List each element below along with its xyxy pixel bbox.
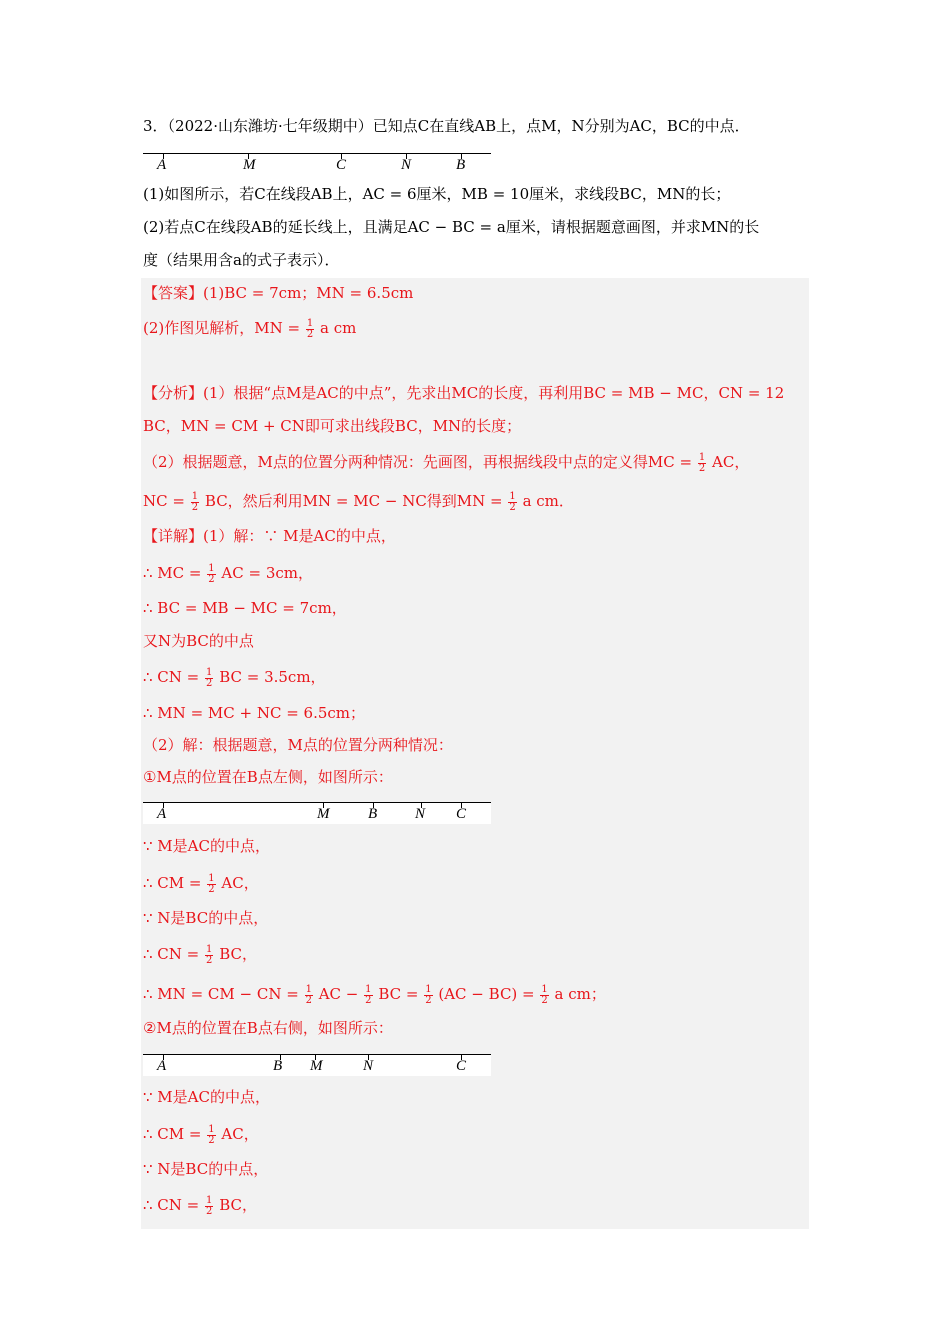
case1-line5-e: a cm；	[554, 985, 606, 1003]
fig3-label-n: N	[363, 1058, 374, 1074]
case1-line5-b: AC −	[318, 985, 359, 1003]
detail-line2-a: ∴ MC =	[143, 564, 202, 582]
analysis-line3-b: AC，	[712, 453, 750, 471]
case2-line4-a: ∴ CN =	[143, 1196, 200, 1214]
fraction: $\frac{1}{2}$	[509, 490, 516, 513]
fig2-label-n: N	[415, 806, 426, 822]
figure-2	[143, 802, 491, 824]
fig1-label-a: A	[157, 157, 167, 173]
case2-heading: ②M点的位置在B点右侧，如图所示：	[143, 1019, 393, 1037]
fraction: $\frac{1}{2}$	[208, 872, 215, 895]
fig1-label-c: C	[336, 157, 347, 173]
case1-line1: ∵ M是AC的中点，	[143, 837, 270, 855]
detail-line3: ∴ BC = MB − MC = 7cm，	[143, 599, 347, 617]
fig1-label-m: M	[243, 157, 256, 173]
detail-line6: ∴ MN = MC + NC = 6.5cm；	[143, 704, 366, 722]
fraction: $\frac{1}{2}$	[206, 666, 213, 689]
case1-line5	[143, 984, 606, 1006]
fig1-label-n: N	[401, 157, 412, 173]
fig1-label-b: B	[456, 157, 466, 173]
question-part2-line2: 度（结果用含a的式子表示）．	[143, 251, 340, 269]
case1-line5-a: ∴ MN = CM − CN =	[143, 985, 299, 1003]
case1-line2-a: ∴ CM =	[143, 874, 202, 892]
case1-line2	[143, 873, 259, 895]
answer-line2	[143, 318, 356, 340]
case2-line2-b: AC，	[221, 1125, 259, 1143]
detail-line2	[143, 563, 313, 585]
fig2-label-c: C	[456, 806, 467, 822]
case1-line3: ∵ N是BC的中点，	[143, 909, 269, 927]
fig3-label-c: C	[456, 1058, 467, 1074]
case1-line4-a: ∴ CN =	[143, 945, 200, 963]
case2-line4-b: BC，	[219, 1196, 257, 1214]
fig3-label-m: M	[310, 1058, 323, 1074]
fig3-label-b: B	[273, 1058, 283, 1074]
case1-line2-b: AC，	[221, 874, 259, 892]
figure-3	[143, 1054, 491, 1076]
fraction: $\frac{1}{2}$	[541, 983, 548, 1006]
fig3-label-a: A	[157, 1058, 167, 1074]
case2-line4	[143, 1195, 257, 1217]
fraction: $\frac{1}{2}$	[208, 1123, 215, 1146]
answer-line2-a: (2)作图见解析，MN =	[143, 319, 301, 337]
detail-line5-b: BC = 3.5cm，	[219, 668, 326, 686]
fraction: $\frac{1}{2}$	[206, 1194, 213, 1217]
question-part1: (1)如图所示，若C在线段AB上，AC = 6厘米，MB = 10厘米，求线段BC，MN的长；	[143, 185, 731, 203]
figure-1	[143, 153, 491, 175]
case1-line4	[143, 944, 257, 966]
analysis-line4	[143, 491, 574, 513]
case1-heading: ①M点的位置在B点左侧，如图所示：	[143, 768, 393, 786]
case2-line2	[143, 1124, 259, 1146]
detail-line7: （2）解：根据题意，M点的位置分两种情况：	[143, 736, 453, 754]
detail-line1: 【详解】(1）解：∵ M是AC的中点，	[143, 527, 396, 545]
detail-line5	[143, 667, 326, 689]
fraction: $\frac{1}{2}$	[425, 983, 432, 1006]
analysis-line4-a: NC =	[143, 492, 185, 510]
analysis-line4-b: BC，然后利用MN = MC − NC得到MN =	[204, 492, 503, 510]
fraction: $\frac{1}{2}$	[206, 943, 213, 966]
case1-line4-b: BC，	[219, 945, 257, 963]
answer-line1: 【答案】(1)BC = 7cm；MN = 6.5cm	[143, 284, 414, 302]
case1-line5-d: (AC − BC) =	[438, 985, 535, 1003]
detail-line2-b: AC = 3cm，	[221, 564, 314, 582]
analysis-line1: 【分析】(1）根据“点M是AC的中点”，先求出MC的长度，再利用BC = MB − MC，CN = 12	[143, 384, 785, 402]
question-part2-line1: (2)若点C在线段AB的延长线上，且满足AC − BC = a厘米，请根据题意画图，并求MN的长	[143, 218, 760, 236]
detail-line4: 又N为BC的中点	[143, 632, 254, 650]
answer-line2-b: a cm	[320, 319, 357, 337]
fraction: $\frac{1}{2}$	[305, 983, 312, 1006]
analysis-line3-a: （2）根据题意，M点的位置分两种情况：先画图，再根据线段中点的定义得MC =	[143, 453, 693, 471]
analysis-line4-c: a cm．	[522, 492, 574, 510]
case2-line1: ∵ M是AC的中点，	[143, 1088, 270, 1106]
question-stem: 3．（2022·山东潍坊·七年级期中）已知点C在直线AB上，点M，N分别为AC，BC的中点．	[143, 117, 750, 135]
fraction: $\frac{1}{2}$	[191, 490, 199, 513]
fraction: $\frac{1}{2}$	[698, 451, 706, 474]
case2-line3: ∵ N是BC的中点，	[143, 1160, 269, 1178]
fraction: $\frac{1}{2}$	[306, 317, 314, 340]
fig2-label-m: M	[317, 806, 330, 822]
detail-line5-a: ∴ CN =	[143, 668, 200, 686]
fig2-label-b: B	[368, 806, 378, 822]
analysis-line3	[143, 452, 749, 474]
case2-line2-a: ∴ CM =	[143, 1125, 202, 1143]
fraction: $\frac{1}{2}$	[208, 562, 215, 585]
analysis-line2: BC，MN = CM + CN即可求出线段BC，MN的长度；	[143, 417, 522, 435]
case1-line5-c: BC =	[378, 985, 419, 1003]
fig2-label-a: A	[157, 806, 167, 822]
fraction: $\frac{1}{2}$	[365, 983, 372, 1006]
